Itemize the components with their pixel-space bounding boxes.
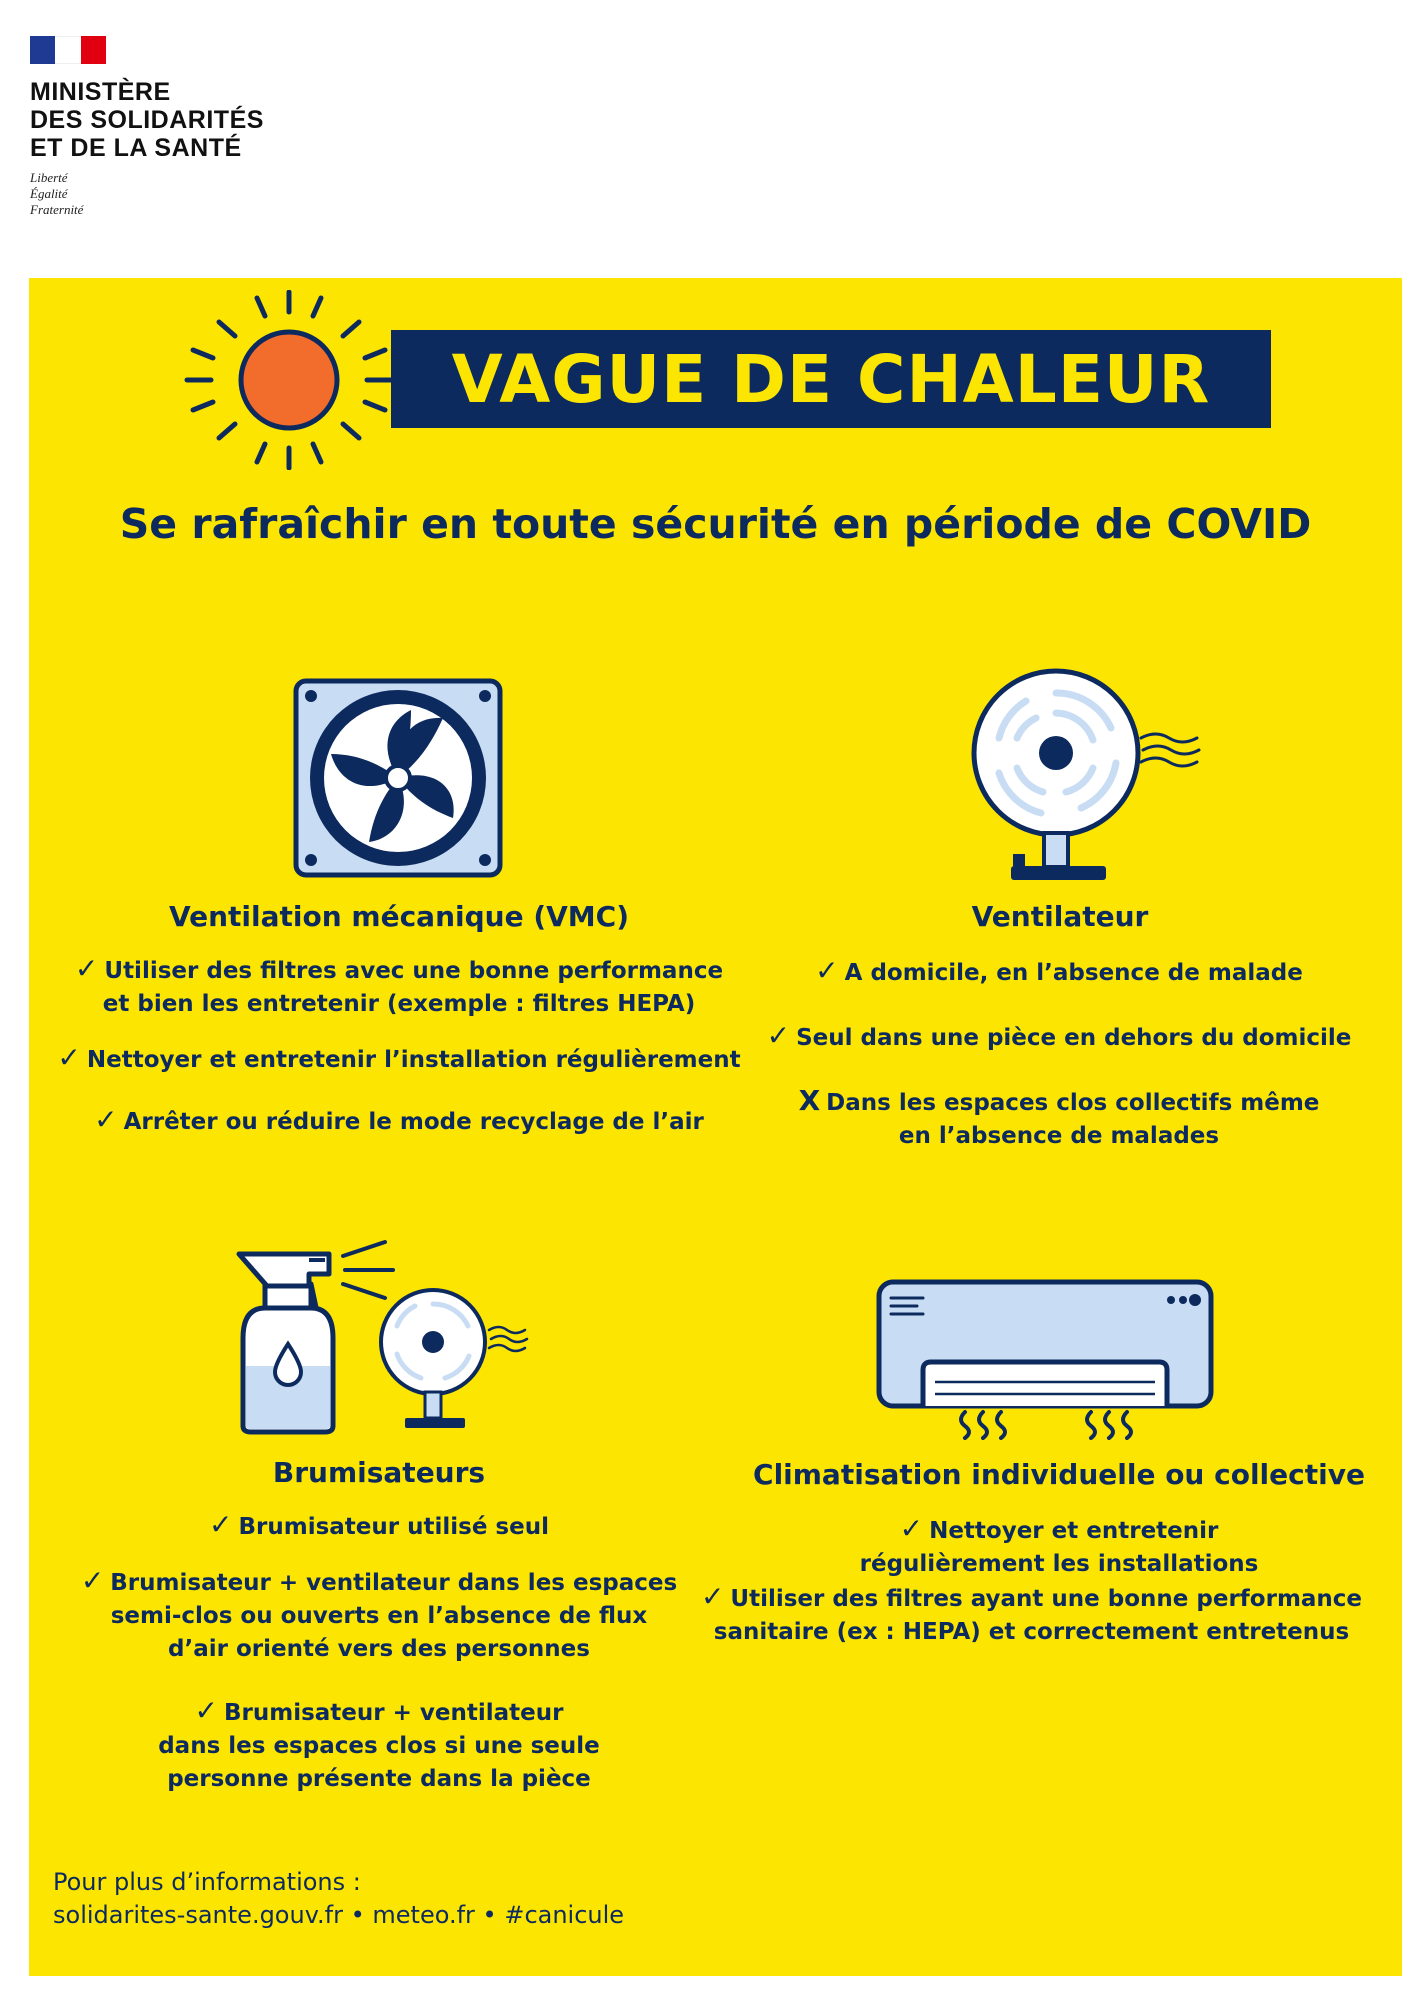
check-icon: ✓ — [74, 952, 99, 985]
climatisation-title: Climatisation individuelle ou collective — [753, 1458, 1365, 1491]
vmc-title: Ventilation mécanique (VMC) — [168, 900, 630, 933]
ventilateur-title: Ventilateur — [971, 900, 1149, 933]
air-conditioner-icon — [875, 1278, 1215, 1440]
ministry-name-line3: ET DE LA SANTÉ — [30, 134, 242, 162]
poster-subtitle: Se rafraîchir en toute sécurité en période de COVID — [119, 500, 1312, 548]
ministry-name-line1: MINISTÈRE — [30, 78, 171, 106]
vmc-item-2: ✓ Nettoyer et entretenir l’installation régulièrement — [57, 1041, 741, 1074]
ministry-name-line2: DES SOLIDARITÉS — [30, 106, 264, 134]
standing-fan-icon — [971, 668, 1221, 883]
ventilateur-item-1: ✓ A domicile, en l’absence de malade — [815, 954, 1303, 987]
motto-line2: Égalité — [30, 186, 68, 201]
title-banner — [391, 330, 1271, 428]
check-icon: ✓ — [815, 954, 839, 987]
footer — [53, 1866, 624, 1932]
check-icon: ✓ — [94, 1103, 118, 1136]
french-flag-icon — [30, 36, 106, 64]
spray-bottle-fan-icon — [225, 1226, 545, 1436]
motto — [30, 170, 330, 218]
wall-fan-icon — [293, 678, 503, 878]
brumisateurs-item-2: ✓ Brumisateur + ventilateur dans les espaces semi-clos ou ouverts en l’absence de flux d’air orienté vers des personnes — [80, 1564, 678, 1662]
check-icon: ✓ — [700, 1580, 725, 1613]
check-icon: ✓ — [899, 1512, 924, 1545]
check-icon: ✓ — [766, 1019, 791, 1052]
brumisateurs-item-3: ✓ Brumisateur + ventilateur dans les espaces clos si une seule personne présente dans la pièce — [158, 1694, 600, 1792]
climatisation-item-1: ✓ Nettoyer et entretenir régulièrement les installations — [859, 1512, 1259, 1577]
ventilateur-item-2: ✓ Seul dans une pièce en dehors du domicile — [766, 1019, 1352, 1052]
brumisateurs-title: Brumisateurs — [272, 1456, 486, 1489]
footer-info-label: Pour plus d’informations : — [53, 1868, 361, 1896]
sun-icon — [179, 290, 399, 470]
ministry-logo — [30, 36, 330, 218]
motto-line1: Liberté — [30, 170, 68, 185]
vmc-item-1: ✓ Utiliser des filtres avec une bonne performance et bien les entretenir (exemple : filtres HEPA) — [74, 952, 724, 1017]
climatisation-item-2: ✓ Utiliser des filtres ayant une bonne performance sanitaire (ex : HEPA) et correctement entretenus — [700, 1580, 1363, 1645]
vmc-item-3: ✓ Arrêter ou réduire le mode recyclage de l’air — [94, 1103, 704, 1136]
poster-panel — [29, 278, 1402, 1976]
check-icon: ✓ — [209, 1508, 233, 1541]
check-icon: ✓ — [194, 1694, 218, 1727]
ventilateur-item-3: X Dans les espaces clos collectifs même en l’absence de malades — [798, 1084, 1320, 1149]
check-icon: ✓ — [80, 1564, 105, 1597]
brumisateurs-item-1: ✓ Brumisateur utilisé seul — [209, 1508, 549, 1541]
footer-links: solidarites-sante.gouv.fr • meteo.fr • #canicule — [53, 1901, 625, 1929]
cross-icon: X — [798, 1084, 821, 1117]
check-icon: ✓ — [57, 1041, 81, 1074]
motto-line3: Fraternité — [30, 202, 84, 217]
poster-title: VAGUE DE CHALEUR — [451, 340, 1211, 418]
